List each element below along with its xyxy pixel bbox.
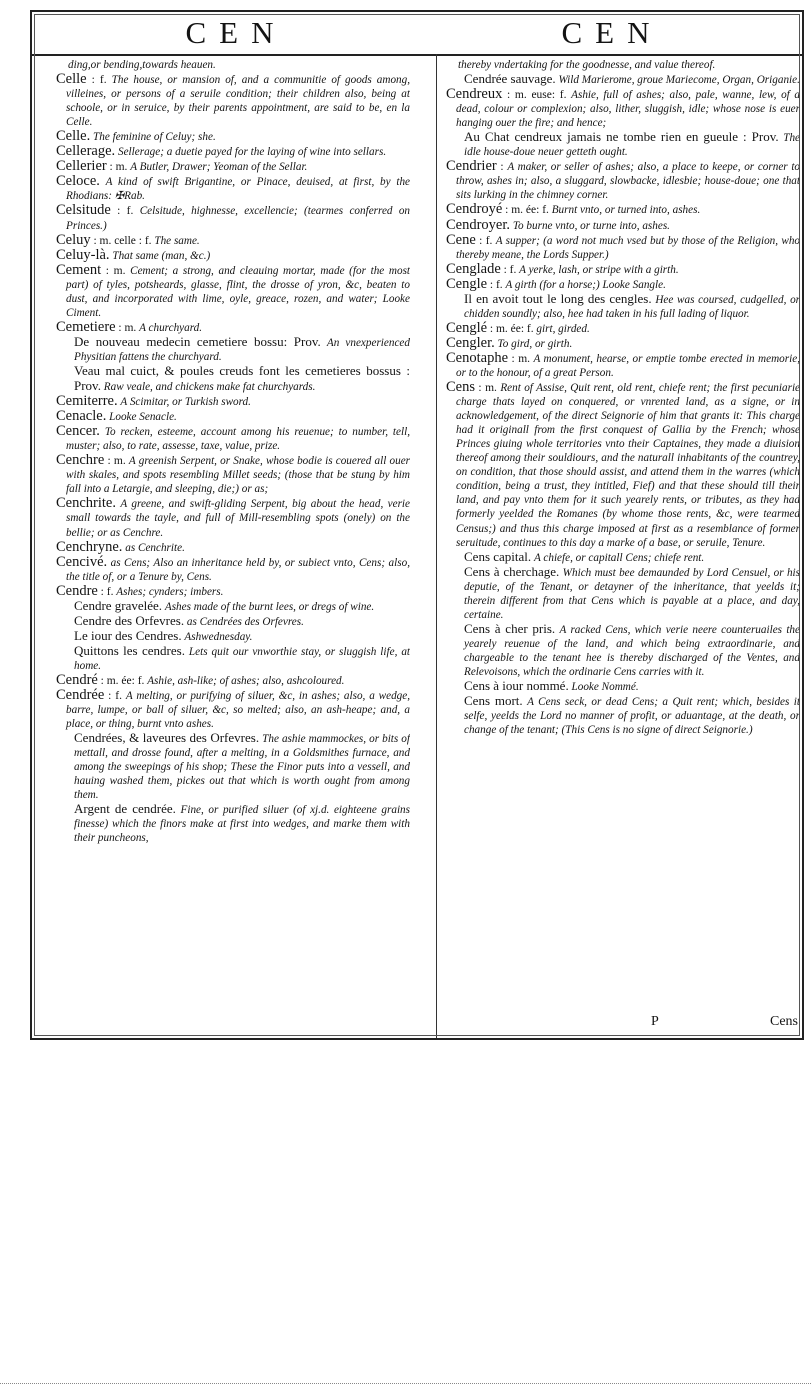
headword: Cencer. <box>56 423 100 440</box>
headword: Cenacle. <box>56 408 107 425</box>
headword: Cendrier <box>446 158 497 175</box>
french-phrase: Cens à cherchage. <box>464 563 560 579</box>
headword: Cendroyer. <box>446 216 511 233</box>
headword: Cenchre <box>56 452 105 469</box>
headword: Cene <box>446 231 476 248</box>
dictionary-entry <box>452 679 800 694</box>
grammar-note: : f. <box>100 585 114 598</box>
headword: Cendreux <box>446 86 503 103</box>
headword: Celle. <box>56 128 91 145</box>
definition: A Scimitar, or Turkish sword. <box>120 396 251 409</box>
grammar-note: : m. <box>109 161 128 174</box>
dictionary-entry <box>56 320 410 335</box>
dictionary-entry <box>56 129 410 144</box>
definition: An vnexperienced Physitian fattens the churchyard. <box>74 336 410 363</box>
dictionary-entry <box>62 599 410 614</box>
headword: Cendre <box>56 582 98 599</box>
definition: A girth (for a horse;) Looke Sangle. <box>505 278 666 291</box>
grammar-note: : f. <box>117 205 134 218</box>
definition: A chiefe, or capitall Cens; chiefe rent. <box>533 551 705 564</box>
dictionary-entry <box>446 321 800 336</box>
grammar-note: : m. ée: f. <box>505 204 549 217</box>
definition: Celsitude, highnesse, excellencie; (tearmes conferred on Princes.) <box>66 205 410 232</box>
definition: To burne vnto, or turne into, ashes. <box>512 219 670 232</box>
headword: Cengler. <box>446 334 495 351</box>
french-phrase: Il en avoit tout le long des cengles. <box>464 290 652 306</box>
scan-edge <box>0 1383 811 1385</box>
headword: Cenglade <box>446 260 501 277</box>
left-column <box>56 58 410 1028</box>
definition: Wild Marierome, groue Mariecome, Organ, Origanie. <box>558 74 800 87</box>
french-phrase: Au Chat cendreux jamais ne tombe rien en gueule : Prov. <box>464 129 779 145</box>
dictionary-entry <box>56 144 410 159</box>
dictionary-entry <box>56 159 410 174</box>
definition: To gird, or girth. <box>497 337 573 350</box>
dictionary-entry <box>452 565 800 622</box>
grammar-note: : m. ée: f. <box>489 322 534 335</box>
definition: girt, girded. <box>536 322 590 335</box>
headword: Cement <box>56 261 102 278</box>
dictionary-entry <box>62 335 410 364</box>
dictionary-entry <box>452 622 800 679</box>
headword: Cenchrite. <box>56 495 116 512</box>
definition: The same. <box>154 234 200 247</box>
dictionary-entry <box>446 58 800 72</box>
definition: Lets quit our vnworthie stay, or sluggish life, at home. <box>74 645 410 672</box>
definition: A greenish Serpent, or Snake, whose bodie is couered all ouer with skales, and spots resembling Millet seeds; (those that be stung by him fall into a Letargie, and sleeping, die;) or as; <box>66 455 410 496</box>
headword: Cellerage. <box>56 143 116 160</box>
definition: A maker, or seller of ashes; also, a place to keepe, or corner to throw, ashes in; also, a sluggard, slowbacke, idlesbie; house-doue; one that sits lurking in the chimney corner. <box>456 161 800 202</box>
definition: A melting, or purifying of siluer, &c, in ashes; also, a wedge, barre, lumpe, or ball of siluer, &c, so melted; also, an ash-heape; and, a place, or thing, burnt vnto ashes. <box>66 690 410 731</box>
dictionary-entry <box>446 262 800 277</box>
header-right: CEN <box>561 15 663 50</box>
definition: A churchyard. <box>139 321 203 334</box>
definition: Ashwednesday. <box>184 630 253 643</box>
definition: That same (man, &c.) <box>112 249 211 262</box>
dictionary-entry <box>56 72 410 129</box>
grammar-note: : f. <box>503 263 517 276</box>
dictionary-entry <box>56 233 410 248</box>
dictionary-entry <box>446 87 800 130</box>
dictionary-entry <box>56 394 410 409</box>
grammar-note: : m. ée: f. <box>100 674 145 687</box>
definition: Fine, or purified siluer (of xj.d. eighteene grains finesse) which the finors make at first into wedges, and marke them with their puncheons, <box>74 804 410 845</box>
headword: Cellerier <box>56 158 107 175</box>
headword: Cens <box>446 379 475 396</box>
headword: Cencivé. <box>56 553 108 570</box>
grammar-note: : f. <box>479 234 493 247</box>
dictionary-entry <box>56 58 410 72</box>
dictionary-entry <box>446 336 800 351</box>
definition: A racked Cens, which verie neere counteruailes the yearely reuenue of the land, and which being extraordinarie, and chargeable to the tenant hee is thereby discharged of the Ventes, and Relevoisons, which the ordinarie Cens carries with it. <box>464 623 800 678</box>
french-phrase: Cendre des Orfevres. <box>74 612 185 628</box>
dictionary-entry <box>56 673 410 688</box>
definition: To recken, esteeme, account among his reuenue; to number, tell, muster; also, to rate, assesse, taxe, value, prize. <box>66 426 410 453</box>
grammar-note: : m. <box>118 321 137 334</box>
french-phrase: Quittons les cendres. <box>74 642 185 658</box>
dictionary-entry <box>56 409 410 424</box>
french-phrase: Argent de cendrée. <box>74 801 176 817</box>
grammar-note: : m. celle : f. <box>93 234 152 247</box>
dictionary-entry <box>452 72 800 87</box>
headword: Cemetiere <box>56 318 116 335</box>
headword: Celoce. <box>56 173 100 190</box>
dictionary-entry <box>56 453 410 496</box>
definition: Cement; a strong, and cleauing mortar, made (for the most part) of tyles, potsheards, glasse, flint, the drosse of yron, &c, beaten to dust, and incorporated with lime, oyle, greace, rozen, and water; Looke Ciment. <box>66 264 410 319</box>
dictionary-entry <box>446 202 800 217</box>
grammar-note: : <box>500 161 504 174</box>
dictionary-entry <box>56 248 410 263</box>
dictionary-entry <box>56 424 410 453</box>
definition: thereby vndertaking for the goodnesse, and value thereof. <box>458 59 716 71</box>
definition: as Cendrées des Orfevres. <box>186 615 304 628</box>
header-left: CEN <box>185 15 287 50</box>
grammar-note: : m. <box>511 352 531 365</box>
definition: Ashie, ash-like; of ashes; also, ashcoloured. <box>147 674 345 687</box>
french-phrase: Veau mal cuict, & poules creuds font les cemetieres bossus : Prov. <box>74 362 410 394</box>
definition: A Butler, Drawer; Yeoman of the Sellar. <box>130 161 308 174</box>
dictionary-entry <box>62 629 410 644</box>
definition: The idle house-doue neuer getteth ought. <box>464 132 800 159</box>
grammar-note: : m. <box>107 455 126 468</box>
french-phrase: Cens à iour nommé. <box>464 678 569 694</box>
headword: Cengle <box>446 275 488 292</box>
dictionary-entry <box>452 292 800 321</box>
page-frame <box>30 10 804 1040</box>
signature-mark: P <box>651 1014 659 1029</box>
definition: as Cens; Also an inheritance held by, or subiect vnto, Cens; also, the title of, or a Tenure by, Cens. <box>66 556 410 583</box>
grammar-note: : f. <box>489 278 503 291</box>
grammar-note: : m. euse: f. <box>507 89 567 102</box>
definition: A supper; (a word not much vsed but by those of the Religion, who thereby meane, the Lords Supper.) <box>456 234 800 261</box>
definition: Raw veale, and chickens make fat churchyards. <box>103 381 316 394</box>
dictionary-entry <box>62 644 410 673</box>
headword: Celle <box>56 71 87 88</box>
headword: Cendrée <box>56 687 105 704</box>
definition: Rent of Assise, Quit rent, old rent, chiefe rent; the first pecuniarie charge thats layed on conquered, or vnrented land, as a signe, or in acknowledgement, of the direct Seignorie of him that grants it: This charge had it originall from the first conquest of Gallia by the French; whose Princes giuing whole territories vnto their Captaines, they made a diuision thereof among their souldiours, and the naturall inhabitants of the countrey, on condition, that those should assist, and attend them in the warres (which condition, being a trust, they intitled, Fief) and that these should till their land, and pay vnto them for it such yearely rents, or tributes, as they had formerly yeelded the Romanes (by whome those rents, &c, were tearmed Census;) and thus this charge imposed at first as a resemblance of former seruitude, continues to this day a marke of a base, or seruile, Tenure. <box>456 382 800 549</box>
catchword: Cens <box>770 1014 798 1029</box>
definition: as Cenchrite. <box>125 541 185 554</box>
french-phrase: Cens capital. <box>464 548 532 564</box>
grammar-note: : m. <box>105 264 126 277</box>
dictionary-entry <box>62 802 410 845</box>
dictionary-entry <box>56 584 410 599</box>
grammar-note: : f. <box>108 690 122 703</box>
definition: The feminine of Celuy; she. <box>93 131 216 144</box>
definition: A yerke, lash, or stripe with a girth. <box>519 263 679 276</box>
definition: Looke Nommé. <box>571 681 639 694</box>
definition: Which must bee demaunded by Lord Censuel, or his deputie, of the Tenant, or detayner of the inheritance, that yeelds it; therein different from that Cens which is payable at a place, and day, certaine. <box>464 566 800 621</box>
dictionary-entry <box>446 218 800 233</box>
french-phrase: Cendrée sauvage. <box>464 71 556 87</box>
definition: Looke Senacle. <box>109 411 177 424</box>
headword: Celsitude <box>56 202 111 219</box>
dictionary-entry <box>446 159 800 202</box>
running-header <box>32 12 802 56</box>
french-phrase: Cens à cher pris. <box>464 620 556 636</box>
definition: Sellerage; a duetie payed for the laying of wine into sellars. <box>117 146 387 159</box>
dictionary-entry <box>56 496 410 539</box>
dictionary-entry <box>446 380 800 550</box>
headword: Cenglé <box>446 319 488 336</box>
headword: Cendroyé <box>446 201 503 218</box>
headword: Cendré <box>56 671 98 688</box>
right-column <box>446 58 800 1028</box>
french-phrase: De nouveau medecin cemetiere bossu: Prov. <box>74 333 321 349</box>
dictionary-entry <box>446 351 800 380</box>
dictionary-entry <box>56 174 410 203</box>
dictionary-entry <box>62 364 410 394</box>
definition: The ashie mammockes, or bits of mettall, and drosse found, after a melting, in a Goldsmithes furnace, and among the sweepings of his shop; These the Finor puts into a vessell, and hauing washed them, pickes out that which is worth ought from among them. <box>74 733 410 802</box>
dictionary-entry <box>452 550 800 565</box>
french-phrase: Cens mort. <box>464 693 523 709</box>
dictionary-entry <box>56 263 410 320</box>
headword: Celuy <box>56 231 91 248</box>
french-phrase: Cendrées, & laveures des Orfevres. <box>74 730 260 746</box>
headword: Cenchryne. <box>56 538 123 555</box>
grammar-note: : m. <box>478 382 497 395</box>
definition: A monument, hearse, or emptie tombe erected in memorie, or to the honour, of a great Person. <box>456 352 800 379</box>
french-phrase: Le iour des Cendres. <box>74 627 182 643</box>
dictionary-entry <box>56 688 410 731</box>
definition: A Cens seck, or dead Cens; a Quit rent; which, besides it selfe, yeelds the Lord no manner of profit, or aduantage, at the death, or change of the tenant; (This Cens is no signe of direct Seignorie.) <box>464 696 800 737</box>
definition: Ashes; cynders; imbers. <box>116 585 224 598</box>
dictionary-entry <box>62 731 410 802</box>
dictionary-entry <box>56 540 410 555</box>
headword: Celuy-là. <box>56 246 110 263</box>
definition: Ashes made of the burnt lees, or dregs of wine. <box>164 600 375 613</box>
definition: Burnt vnto, or turned into, ashes. <box>551 204 701 217</box>
definition: A kind of swift Brigantine, or Pinace, deuised, at first, by the Rhodians: ✠Rab. <box>66 176 410 203</box>
dictionary-entry <box>56 555 410 584</box>
definition: A greene, and swift-gliding Serpent, big about the head, verie small towards the tayle, and full of Mill-resembling spots (onely) on the bellie; or as Cenchre. <box>66 498 410 539</box>
dictionary-entry <box>446 277 800 292</box>
headword: Cemiterre. <box>56 393 118 410</box>
french-phrase: Cendre gravelée. <box>74 597 163 613</box>
dictionary-entry <box>62 614 410 629</box>
definition: Ashie, full of ashes; also, pale, wanne, lew, of a dead, colour or complexion; also, lither, sluggish, idle; whose nose is euer hanging ouer the fire; and hence; <box>456 89 800 130</box>
dictionary-entry <box>446 233 800 262</box>
headword: Cenotaphe <box>446 349 509 366</box>
dictionary-entry <box>452 694 800 737</box>
page-footer <box>446 1014 800 1034</box>
definition: The house, or mansion of, and a communitie of goods among, villeines, or persons of a seruile condition; their children also, being at schoole, or in seruice, by their parents appointment, are said to be, en la Celle. <box>66 74 410 129</box>
grammar-note: : f. <box>91 74 107 87</box>
definition: ding,or bending,towards heauen. <box>68 59 216 71</box>
dictionary-entry <box>56 203 410 232</box>
definition: Hee was coursed, cudgelled, or chidden soundly; also, hee had taken in his full lading of liquor. <box>464 293 800 320</box>
column-divider <box>436 54 437 1038</box>
dictionary-entry <box>452 130 800 159</box>
